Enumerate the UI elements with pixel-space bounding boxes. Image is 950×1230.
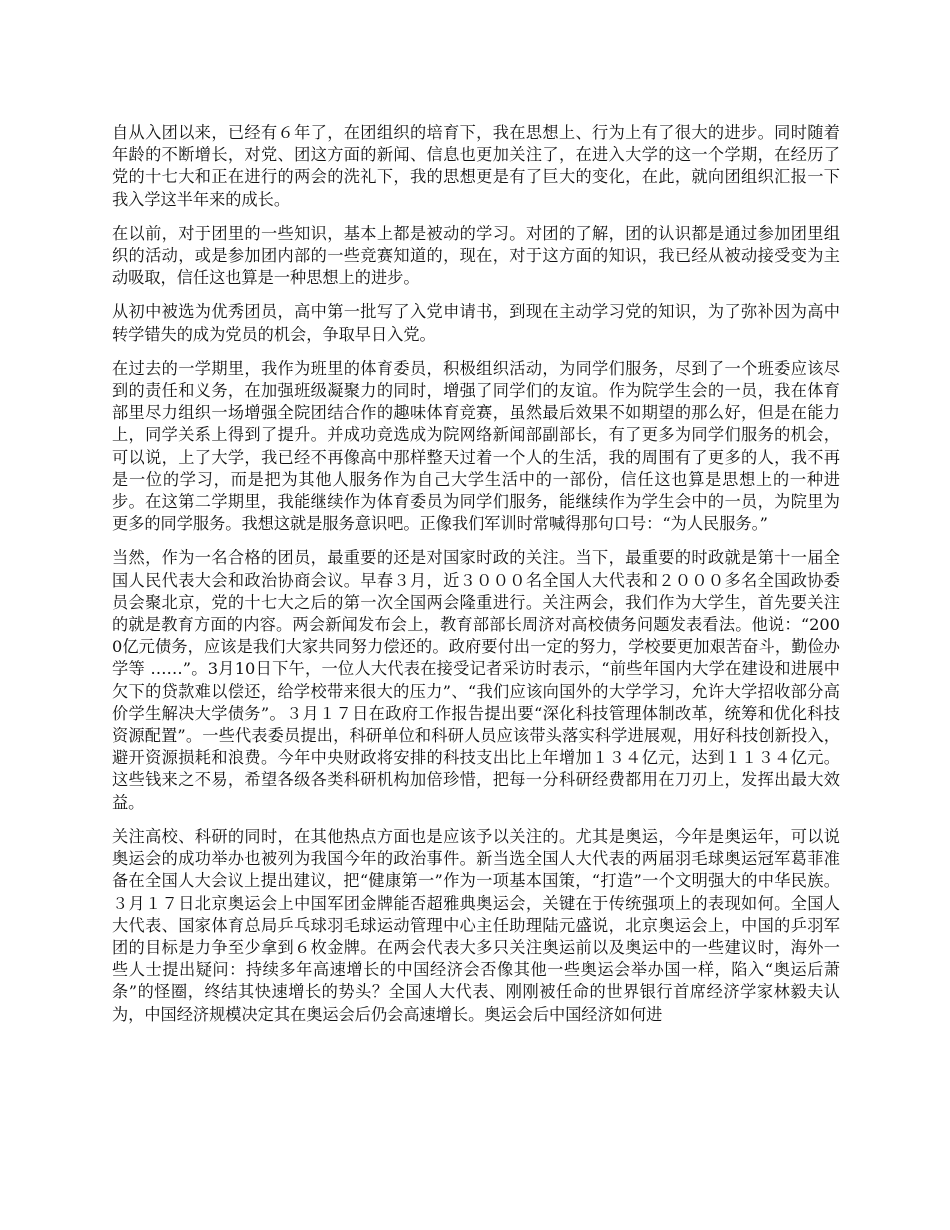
paragraph-2: 在以前，对于团里的一些知识，基本上都是被动的学习。对团的了解，团的认识都是通过参加团里组织的活动，或是参加团内部的一些竞赛知道的，现在，对于这方面的知识，我已经从被动接受变为主动吸取，信任这也算是一种思想上的进步。 bbox=[112, 223, 840, 288]
paragraph-4: 在过去的一学期里，我作为班里的体育委员，积极组织活动，为同学们服务，尽到了一个班委应该尽到的责任和义务，在加强班级凝聚力的同时，增强了同学们的友谊。作为院学生会的一员，我在体育部里尽力组织一场增强全院团结合作的趣味体育竞赛，虽然最后效果不如期望的那么好，但是在能力上，同学关系上得到了提升。并成功竞选成为院网络新闻部副部长，有了更多为同学们服务的机会，可以说，上了大学，我已经不再像高中那样整天过着一个人的生活，我的周围有了更多的人，我不再是一位的学习，而是把为其他人服务作为自己大学生活中的一部份，信任这也算是思想上的一种进步。在这第二学期里，我能继续作为体育委员为同学们服务，能继续作为学生会中的一员，为院里为更多的同学服务。我想这就是服务意识吧。正像我们军训时常喊得那句口号：“为人民服务。” bbox=[112, 358, 840, 534]
paragraph-1: 自从入团以来，已经有６年了，在团组织的培育下，我在思想上、行为上有了很大的进步。同时随着年龄的不断增长，对党、团这方面的新闻、信息也更加关注了，在进入大学的这一个学期，在经历了党的十七大和正在进行的两会的洗礼下，我的思想更是有了巨大的变化，在此，就向团组织汇报一下我入学这半年来的成长。 bbox=[112, 123, 840, 209]
paragraph-6: 关注高校、科研的同时，在其他热点方面也是应该予以关注的。尤其是奥运，今年是奥运年，可以说奥运会的成功举办也被列为我国今年的政治事件。新当选全国人大代表的两届羽毛球奥运冠军葛菲准备在全国人大会议上提出建议，把“健康第一”作为一项基本国策，“打造”一个文明强大的中华民族。３月１７日北京奥运会上中国军团金牌能否超雅典奥运会，关键在于传统强项上的表现如何。全国人大代表、国家体育总局乒乓球羽毛球运动管理中心主任助理陆元盛说，北京奥运会上，中国的乒羽军团的目标是力争至少拿到６枚金牌。在两会代表大多只关注奥运前以及奥运中的一些建议时，海外一些人士提出疑问：持续多年高速增长的中国经济会否像其他一些奥运会举办国一样，陷入“奥运后萧条”的怪圈，终结其快速增长的势头？全国人大代表、刚刚被任命的世界银行首席经济学家林毅夫认为，中国经济规模决定其在奥运会后仍会高速增长。奥运会后中国经济如何进 bbox=[112, 826, 840, 1024]
paragraph-5: 当然，作为一名合格的团员，最重要的还是对国家时政的关注。当下，最重要的时政就是第十一届全国人民代表大会和政治协商会议。早春３月，近３０００名全国人大代表和２０００多名全国政协委员会聚北京，党的十七大之后的第一次全国两会隆重进行。关注两会，我们作为大学生，首先要关注的就是教育方面的内容。两会新闻发布会上，教育部部长周济对高校债务问题发表看法。他说：“2000亿元债务，应该是我们大家共同努力偿还的。政府要付出一定的努力，学校要更加艰苦奋斗，勤俭办学等 ……”。3月10日下午，一位人大代表在接受记者采访时表示，“前些年国内大学在建设和进展中欠下的贷款难以偿还，给学校带来很大的压力”、“我们应该向国外的大学学习，允许大学招收部分高价学生解决大学债务”。３月１７日在政府工作报告提出要“深化科技管理体制改革，统筹和优化科技资源配置”。一些代表委员提出，科研单位和科研人员应该带头落实科学进展观，用好科技创新投入，避开资源损耗和浪费。今年中央财政将安排的科技支出比上年增加１３４亿元，达到１１３４亿元。这些钱来之不易，希望各级各类科研机构加倍珍惜，把每一分科研经费都用在刀刃上，发挥出最大效益。 bbox=[112, 548, 840, 812]
document-body bbox=[112, 122, 840, 1038]
paragraph-3: 从初中被选为优秀团员，高中第一批写了入党申请书，到现在主动学习党的知识，为了弥补因为高中转学错失的成为党员的机会，争取早日入党。 bbox=[112, 302, 840, 344]
